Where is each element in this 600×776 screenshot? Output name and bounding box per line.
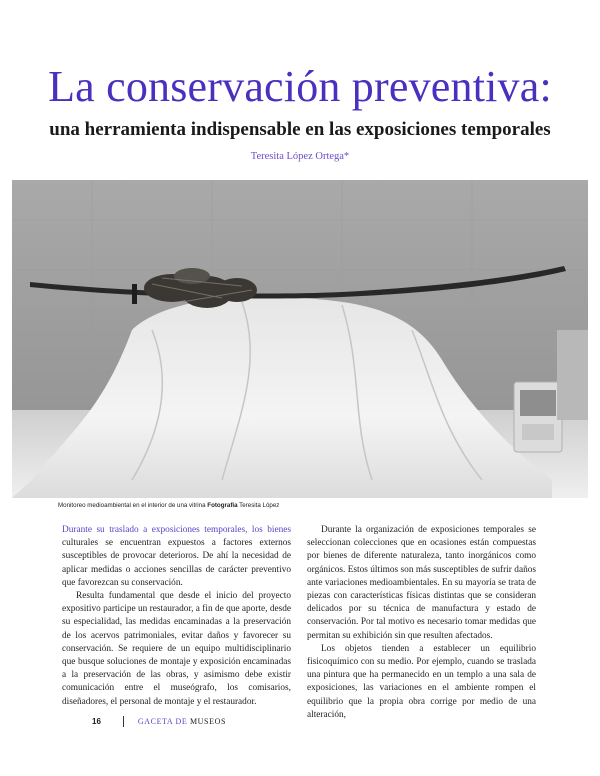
- monitoring-device: [514, 382, 562, 452]
- exhibition-photo: [12, 180, 588, 498]
- caption-text: Monitoreo medioambiental en el interior de una vitrina: [58, 502, 206, 509]
- paragraph-text: culturales se encuentran expuestos a factores externos susceptibles de provocar deterioros. De ahí la necesidad de aplicar medidas o acciones sencillas de carácter preventivo que favorezcan su conservación.: [62, 538, 291, 588]
- article-column-right: [307, 524, 536, 722]
- page-number: 16: [92, 717, 101, 726]
- magazine-name-a: GACETA DE: [137, 717, 188, 726]
- paragraph: Resulta fundamental que desde el inicio del proyecto expositivo participe un restaurador, a fin de que aporte, desde su especialidad, las medidas encaminadas a la preservación de los acervos patrimoniales, evitar daños y favorecer su conservación. Se requiere de un equipo multidisciplinario que busque soluciones de montaje y exposición encaminadas a la preservación de las obras, y asimismo debe existir comunicación entre el museógrafo, los comisarios, diseñadores, el personal de montaje y el restaurador.: [62, 591, 291, 707]
- katana-guard: [132, 284, 137, 304]
- footer-divider: [123, 716, 124, 727]
- magazine-name-b: MUSEOS: [189, 717, 227, 726]
- photo-caption: [58, 502, 578, 509]
- caption-credit: Fotografía: [207, 502, 238, 509]
- page-subtitle: una herramienta indispensable en las exposiciones temporales: [49, 119, 551, 140]
- lead-in: Durante su traslado a exposiciones temporales, los bienes: [62, 525, 291, 535]
- paragraph: Durante la organización de exposiciones temporales se seleccionan colecciones que en ocasiones están compuestas por bienes de diferente naturaleza, tanto inorgánicos como orgánicos. Estos últimos son más susceptibles de sufrir daños ante variaciones medioambientales. En su mayoría se trata de piezas con características físicas distintas que se consideran delicados por su técnica de manufactura y estado de conservación. Por tal motivo es necesario tomar medidas que permitan su exhibición sin que resulten afectados.: [307, 525, 536, 641]
- magazine-name: [138, 717, 226, 726]
- paragraph: [62, 524, 291, 590]
- caption-author: Teresita López: [239, 502, 280, 509]
- background-stand: [557, 330, 588, 420]
- page-footer: [92, 716, 226, 727]
- paragraph: Los objetos tienden a establecer un equilibrio fisicoquímico con su medio. Por ejemplo, cuando se traslada una pintura que ha permanecido en un templo a una sala de exposiciones, las variaciones en el ambiente rompen el equilibrio que la propia obra corrige por medio de una alteración,: [307, 643, 536, 720]
- article-column-left: [62, 524, 291, 709]
- author-byline: Teresita López Ortega*: [250, 151, 350, 162]
- page-title: La conservación preventiva:: [48, 62, 552, 111]
